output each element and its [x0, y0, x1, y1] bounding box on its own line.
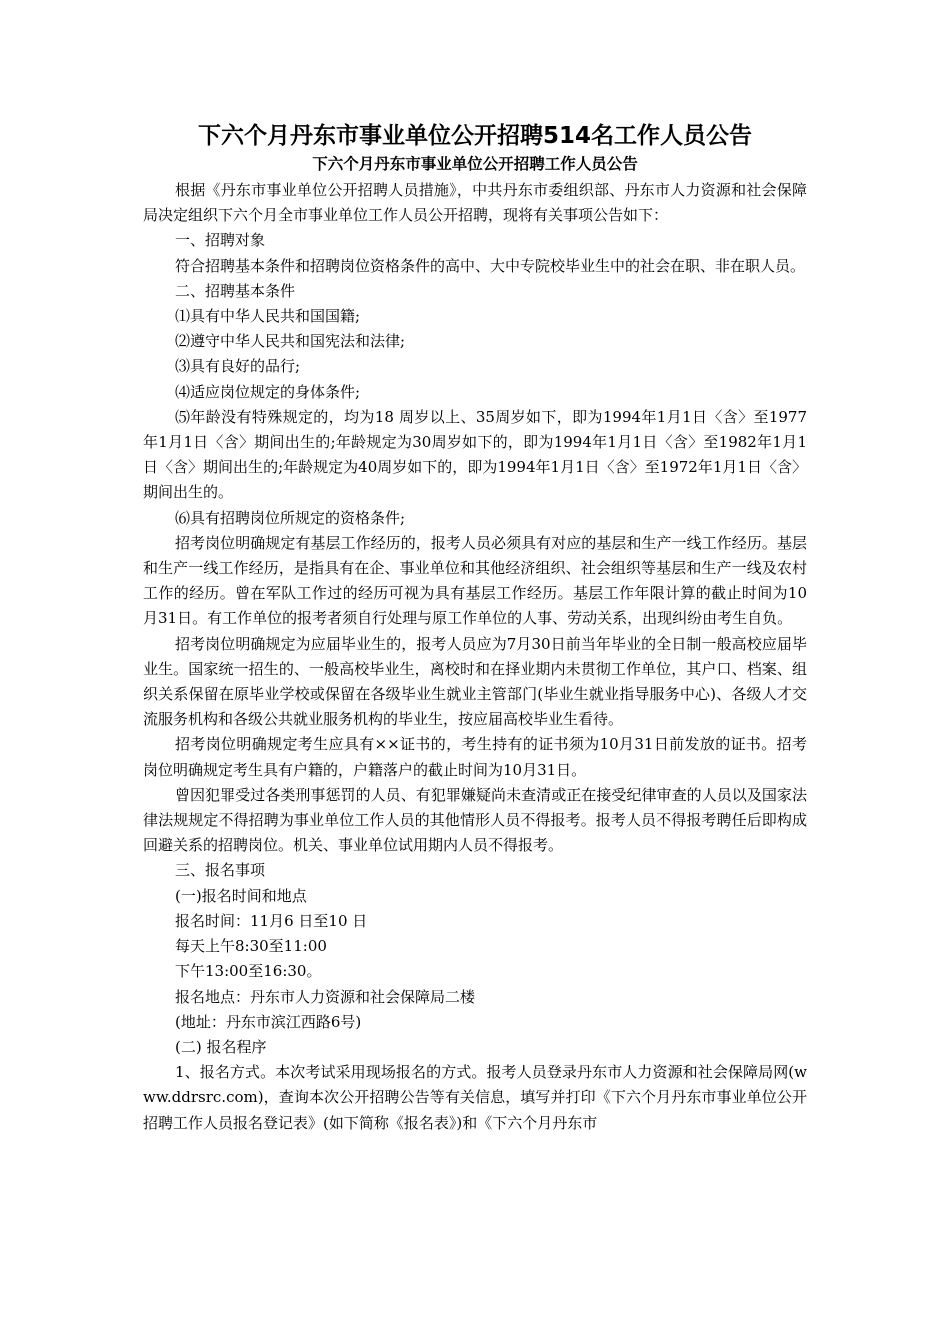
paragraph: 招考岗位明确规定有基层工作经历的，报考人员必须具有对应的基层和生产一线工作经历。基层和生产一线工作经历，是指具有在企、事业单位和其他经济组织、社会组织等基层和生产一线及农村工作的经历。曾在军队工作过的经历可视为具有基层工作经历。基层工作年限计算的截止时间为10月31日。有工作单位的报考者须自行处理与原工作单位的人事、劳动关系，出现纠纷由考生自负。: [143, 533, 807, 628]
paragraph: 报名时间：11月6 日至10 日: [175, 911, 368, 930]
paragraph: (一)报名时间和地点: [175, 886, 307, 905]
paragraph: 每天上午8:30至11:00: [175, 937, 327, 956]
paragraph: 报名地点：丹东市人力资源和社会保障局二楼: [175, 987, 476, 1006]
paragraph: 1、报名方式。本次考试采用现场报名的方式。报考人员登录丹东市人力资源和社会保障局网(www.ddrsrc.com)，查询本次公开招聘公告等有关信息，填写并打印《下六个月丹东市事业单位公开招聘工作人员报名登记表》(如下简称《报名表》)和《下六个月丹东市: [143, 1063, 807, 1132]
paragraph: 符合招聘基本条件和招聘岗位资格条件的高中、大中专院校毕业生中的社会在职、非在职人员。: [175, 256, 806, 275]
paragraph: ⑷适应岗位规定的身体条件;: [175, 382, 361, 401]
document-body: [143, 178, 807, 1136]
paragraph: 招考岗位明确规定为应届毕业生的，报考人员应为7月30日前当年毕业的全日制一般高校应届毕业生。国家统一招生的、一般高校毕业生，离校时和在择业期内未贯彻工作单位，其户口、档案、组织关系保留在原毕业学校或保留在各级毕业生就业主管部门(毕业生就业指导服务中心)、各级人才交流服务机构和各级公共就业服务机构的毕业生，按应届高校毕业生看待。: [143, 634, 807, 729]
paragraph: 二、招聘基本条件: [175, 281, 296, 300]
paragraph: 下午13:00至16:30。: [175, 962, 322, 981]
paragraph: ⑴具有中华人民共和国国籍;: [175, 307, 361, 326]
paragraph: (二) 报名程序: [175, 1037, 267, 1056]
paragraph: 曾因犯罪受过各类刑事惩罚的人员、有犯罪嫌疑尚未查清或正在接受纪律审查的人员以及国家法律法规规定不得招聘为事业单位工作人员的其他情形人员不得报考。报考人员不得报考聘任后即构成回避关系的招聘岗位。机关、事业单位试用期内人员不得报考。: [143, 785, 807, 855]
paragraph: 三、报名事项: [175, 861, 266, 880]
paragraph: 一、招聘对象: [175, 231, 266, 250]
paragraph: ⑵遵守中华人民共和国宪法和法律;: [175, 332, 406, 351]
paragraph: ⑹具有招聘岗位所规定的资格条件;: [175, 508, 406, 527]
paragraph: ⑶具有良好的品行;: [175, 357, 301, 376]
paragraph: ⑸年龄没有特殊规定的，均为18 周岁以上、35周岁如下，即为1994年1月1日〈含〉至1977年1月1日〈含〉期间出生的;年龄规定为30周岁如下的，即为1994年1月1日〈含〉至1982年1月1日〈含〉期间出生的;年龄规定为40周岁如下的，即为1994年1月1日〈含〉至1972年1月1日〈含〉期间出生的。: [143, 407, 807, 502]
paragraph: (地址：丹东市滨江西路6号): [175, 1012, 362, 1031]
paragraph: 招考岗位明确规定考生应具有××证书的，考生持有的证书须为10月31日前发放的证书。招考岗位明确规定考生具有户籍的，户籍落户的截止时间为10月31日。: [143, 735, 807, 779]
paragraph: 根据《丹东市事业单位公开招聘人员措施》，中共丹东市委组织部、丹东市人力资源和社会保障局决定组织下六个月全市事业单位工作人员公开招聘，现将有关事项公告如下：: [143, 181, 807, 225]
document-subtitle: 下六个月丹东市事业单位公开招聘工作人员公告: [312, 155, 638, 173]
document-title: 下六个月丹东市事业单位公开招聘514名工作人员公告: [197, 123, 752, 149]
document-page: [143, 120, 807, 1136]
